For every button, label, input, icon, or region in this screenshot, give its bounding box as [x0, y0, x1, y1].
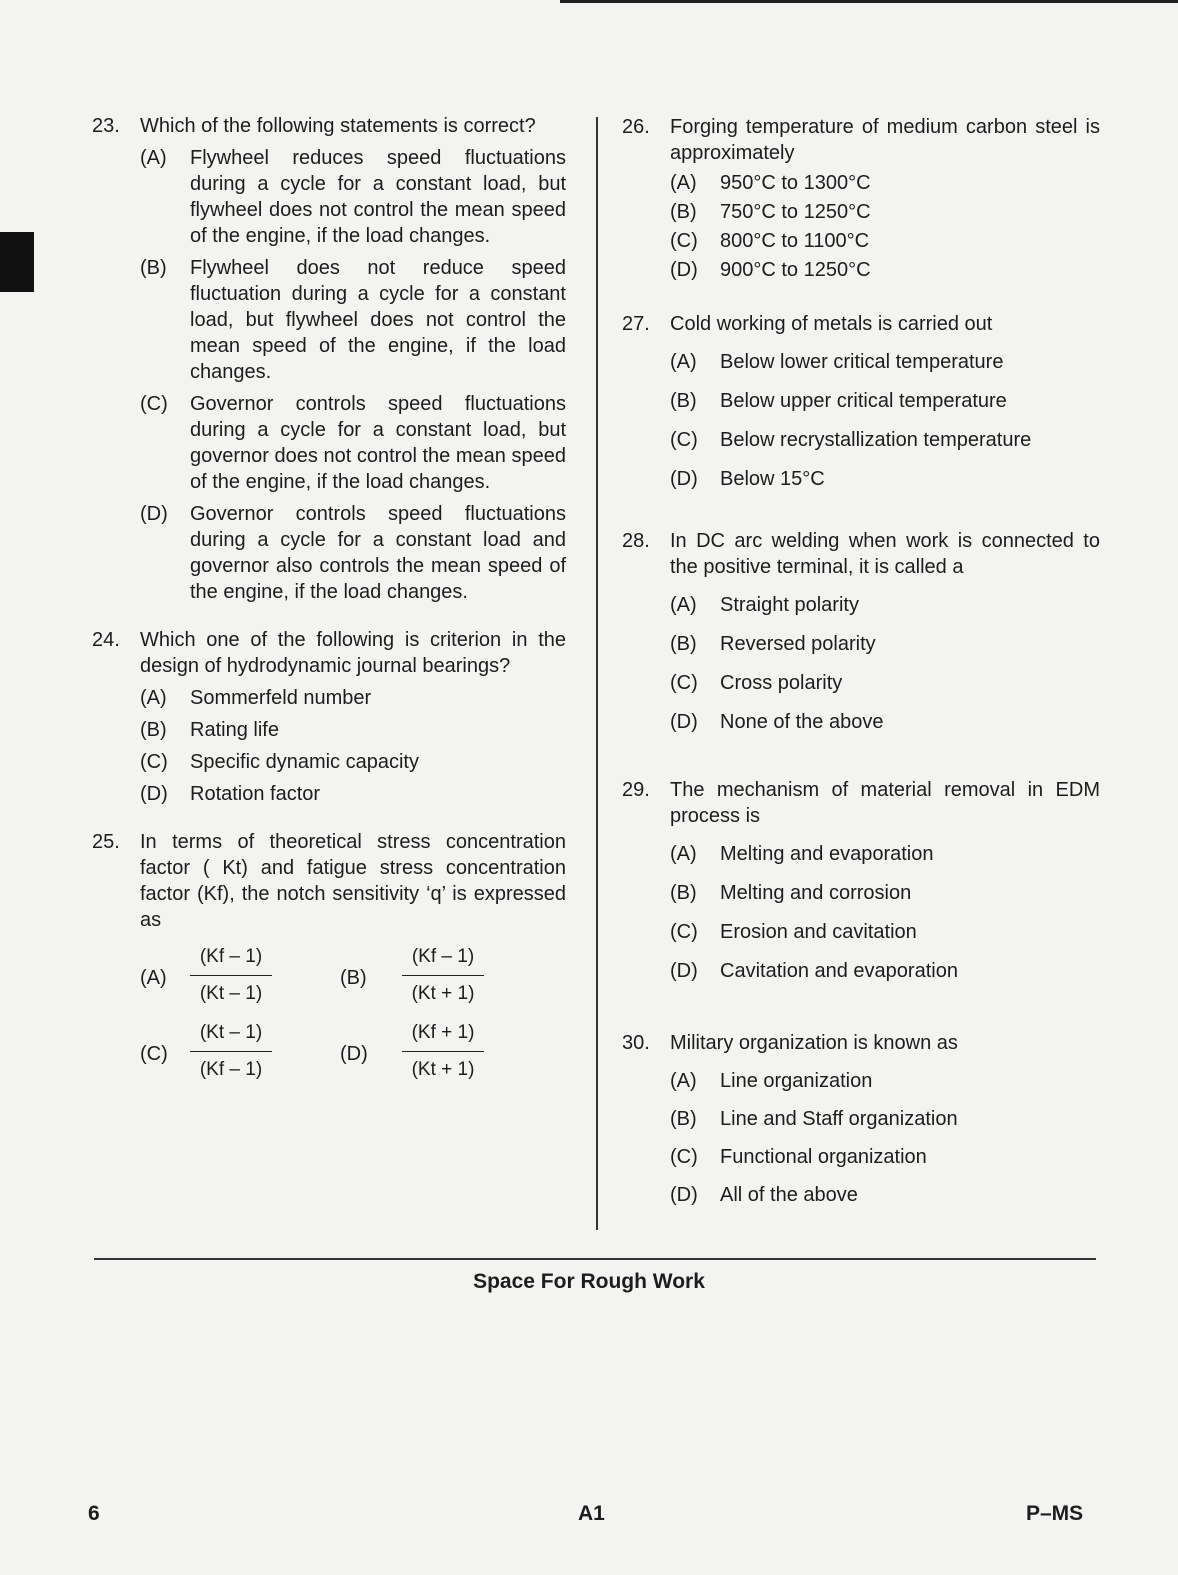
option-text: Straight polarity [720, 594, 859, 616]
question-number: 26. [622, 116, 650, 138]
option-text: Below upper critical temperature [720, 390, 1007, 412]
question-text: Military organization is known as [670, 1032, 958, 1054]
numerator: (Kf – 1) [190, 943, 272, 976]
question-text: Which of the following statements is correct? [140, 115, 536, 137]
option-c: (C) Functional organization [670, 1146, 927, 1168]
option-text: Reversed polarity [720, 633, 876, 655]
question-number: 25. [92, 831, 120, 853]
option-text: Cross polarity [720, 672, 843, 694]
right-column [622, 114, 1100, 1208]
question-text: Cold working of metals is carried out [670, 313, 993, 335]
option-c: (C) Governor controls speed fluctuations during a cycle for a constant load, but governor does not control the mean speed of the engine, if the load changes. [140, 393, 566, 493]
page-number: 6 [88, 1502, 100, 1525]
option-a: (A) Line organization [670, 1070, 873, 1092]
fraction [190, 1019, 272, 1084]
column-divider [596, 117, 598, 1230]
option-text: 900°C to 1250°C [720, 259, 871, 281]
question-29 [622, 777, 1100, 984]
question-number: 23. [92, 115, 120, 137]
option-b: (B) Line and Staff organization [670, 1108, 958, 1130]
denominator: (Kt – 1) [199, 983, 263, 1004]
option-text: 800°C to 1100°C [720, 230, 870, 252]
option-d: (D) Cavitation and evaporation [670, 960, 958, 982]
option-a: (A) Below lower critical temperature [670, 351, 1004, 373]
option-b: (B) Rating life [140, 719, 279, 741]
option-a: (A) Sommerfeld number [140, 687, 372, 709]
question-26 [622, 114, 1100, 283]
option-text: Line and Staff organization [720, 1108, 958, 1130]
option-text: Governor controls speed fluctuations during a cycle for a constant load and governor also controls the mean speed of the engine, if the load changes. [190, 503, 566, 603]
option-b: (B) 750°C to 1250°C [670, 201, 871, 223]
paper-code: P–MS [1026, 1502, 1084, 1525]
option-d: (D) None of the above [670, 711, 884, 733]
option-d: (D) Rotation factor [140, 783, 321, 805]
option-a: (A) $\frac{(Kf - 1)}{(Kt - 1)}$ [140, 943, 340, 1013]
option-d: (D) Governor controls speed fluctuations during a cycle for a constant load and governor also controls the mean speed of the engine, if the load changes. [140, 503, 566, 603]
option-a: (A) Flywheel reduces speed fluctuations during a cycle for a constant load, but flywheel does not control the mean speed of the engine, if the load changes. [140, 147, 566, 247]
question-25 [92, 829, 566, 1093]
fraction-options [140, 943, 566, 1093]
left-column [92, 113, 566, 1093]
question-text: Which one of the following is criterion in the design of hydrodynamic journal bearings? [140, 629, 566, 677]
option-text: 750°C to 1250°C [720, 201, 871, 223]
top-rule [560, 0, 1178, 3]
numerator: (Kt – 1) [190, 1019, 272, 1052]
margin-tab [0, 232, 34, 292]
option-text: Governor controls speed fluctuations during a cycle for a constant load, but governor does not control the mean speed of the engine, if the load changes. [190, 393, 566, 493]
option-a: (A) Straight polarity [670, 594, 859, 616]
question-24 [92, 627, 566, 807]
question-27 [622, 311, 1100, 492]
option-text: Erosion and cavitation [720, 921, 917, 943]
option-text: Line organization [720, 1070, 873, 1092]
option-text: Sommerfeld number [190, 687, 372, 709]
fraction [402, 943, 484, 1008]
option-text: Functional organization [720, 1146, 927, 1168]
denominator: (Kf – 1) [199, 1059, 263, 1080]
option-a: (A) Melting and evaporation [670, 843, 934, 865]
option-c: (C) Erosion and cavitation [670, 921, 917, 943]
option-text: All of the above [720, 1184, 858, 1206]
numerator: (Kf + 1) [402, 1019, 484, 1052]
numerator: (Kf – 1) [402, 943, 484, 976]
fraction [402, 1019, 484, 1084]
option-d: (D) $\frac{(Kf + 1)}{(Kt + 1)}$ [340, 1019, 540, 1089]
question-number: 30. [622, 1032, 650, 1054]
option-b: (B) Below upper critical temperature [670, 390, 1007, 412]
option-text: 950°C to 1300°C [720, 172, 871, 194]
question-number: 29. [622, 779, 650, 801]
question-number: 27. [622, 313, 650, 335]
fraction [190, 943, 272, 1008]
option-text: None of the above [720, 711, 884, 733]
option-b: (B) Melting and corrosion [670, 882, 912, 904]
option-text: Rating life [190, 719, 279, 741]
question-23 [92, 113, 566, 605]
series-code: A1 [578, 1502, 605, 1525]
option-c: (C) Below recrystallization temperature [670, 429, 1032, 451]
option-text: Melting and corrosion [720, 882, 912, 904]
question-text: The mechanism of material removal in EDM process is [670, 779, 1100, 827]
denominator: (Kt + 1) [411, 983, 475, 1004]
question-30 [622, 1030, 1100, 1208]
option-text: Flywheel does not reduce speed fluctuation during a cycle for a constant load, but flywheel does not control the mean speed of the engine, if the load changes. [190, 257, 566, 383]
option-text: Rotation factor [190, 783, 321, 805]
option-text: Melting and evaporation [720, 843, 934, 865]
option-d: (D) Below 15°C [670, 468, 825, 490]
option-c: (C) 800°C to 1100°C [670, 230, 870, 252]
question-text: In terms of theoretical stress concentration factor ( Kt) and fatigue stress concentration factor (Kf), the notch sensitivity ‘q’ is expressed as [140, 831, 566, 931]
option-d: (D) All of the above [670, 1184, 858, 1206]
rough-work-label: Space For Rough Work [473, 1270, 705, 1293]
option-text: Cavitation and evaporation [720, 960, 958, 982]
option-c: (C) Cross polarity [670, 672, 843, 694]
option-text: Below 15°C [720, 468, 825, 490]
option-c: (C) Specific dynamic capacity [140, 751, 419, 773]
rough-work-rule [94, 1258, 1096, 1260]
option-text: Below lower critical temperature [720, 351, 1004, 373]
option-text: Specific dynamic capacity [190, 751, 419, 773]
option-text: Flywheel reduces speed fluctuations during a cycle for a constant load, but flywheel does not control the mean speed of the engine, if the load changes. [190, 147, 566, 247]
option-d: (D) 900°C to 1250°C [670, 259, 871, 281]
question-28 [622, 528, 1100, 735]
option-b: (B) Reversed polarity [670, 633, 876, 655]
question-number: 24. [92, 629, 120, 651]
question-text: Forging temperature of medium carbon steel is approximately [670, 116, 1100, 164]
question-text: In DC arc welding when work is connected to the positive terminal, it is called a [670, 530, 1100, 578]
option-b: (B) $\frac{(Kf - 1)}{(Kt + 1)}$ [340, 943, 540, 1013]
option-a: (A) 950°C to 1300°C [670, 172, 871, 194]
option-c: (C) $\frac{(Kt - 1)}{(Kf - 1)}$ [140, 1019, 340, 1089]
option-text: Below recrystallization temperature [720, 429, 1032, 451]
denominator: (Kt + 1) [411, 1059, 475, 1080]
question-number: 28. [622, 530, 650, 552]
option-b: (B) Flywheel does not reduce speed fluctuation during a cycle for a constant load, but flywheel does not control the mean speed of the engine, if the load changes. [140, 257, 566, 383]
